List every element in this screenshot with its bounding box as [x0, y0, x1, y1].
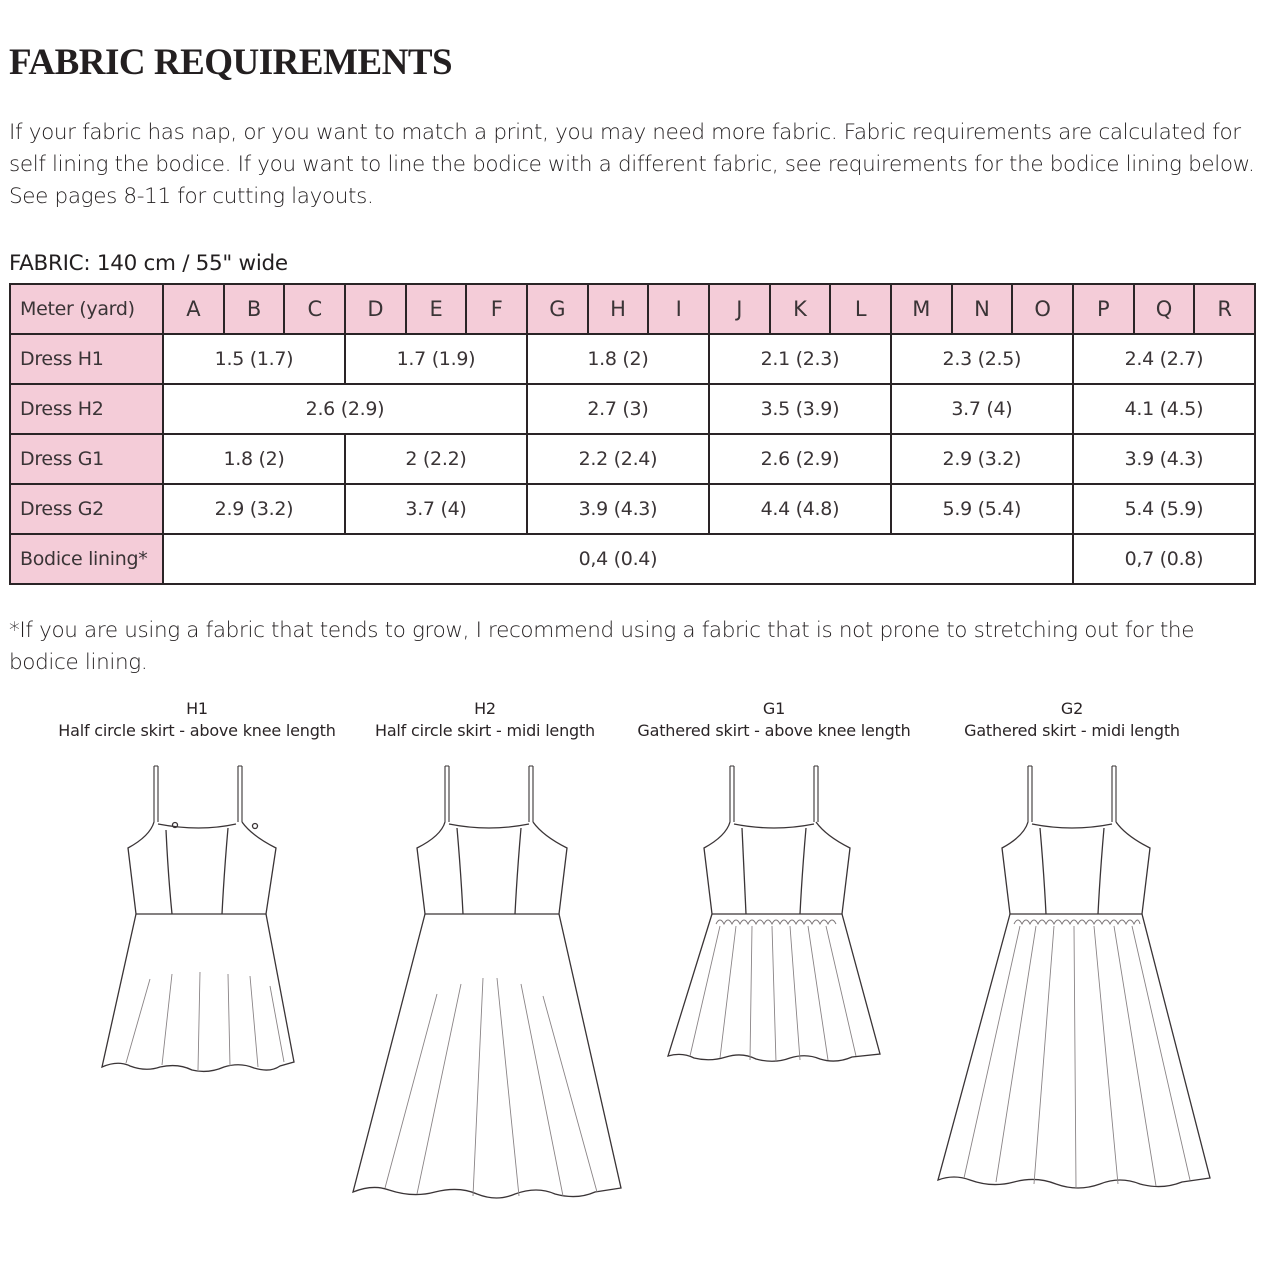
size-header: E [406, 284, 467, 334]
table-cell: 2.9 (3.2) [891, 434, 1073, 484]
table-cell: 3.7 (4) [891, 384, 1073, 434]
table-row [10, 334, 1255, 384]
size-header: H [588, 284, 649, 334]
table-row [10, 534, 1255, 584]
view-code: G2 [1060, 699, 1084, 718]
table-cell: 1.7 (1.9) [345, 334, 527, 384]
fabric-width-label: FABRIC: 140 cm / 55" wide [9, 251, 288, 276]
table-cell: 2.4 (2.7) [1073, 334, 1255, 384]
fabric-requirements-table [9, 283, 1256, 585]
size-header: L [830, 284, 891, 334]
row-label: Bodice lining* [10, 534, 163, 584]
size-header: C [284, 284, 345, 334]
size-header: G [527, 284, 588, 334]
size-header: A [163, 284, 224, 334]
table-cell: 3.5 (3.9) [709, 384, 891, 434]
table-cell: 4.4 (4.8) [709, 484, 891, 534]
view-caption-g1 [632, 698, 916, 742]
view-description: Half circle skirt - midi length [374, 721, 595, 740]
size-header-row [10, 284, 1255, 334]
bodice-lining-footnote: *If you are using a fabric that tends to grow, I recommend using a fabric that is not prone to stretching out for the bodice lining. [9, 618, 1195, 675]
table-cell: 0,7 (0.8) [1073, 534, 1255, 584]
view-code: G1 [762, 699, 786, 718]
row-label: Dress G1 [10, 434, 163, 484]
dress-h1-illustration [100, 764, 300, 1074]
table-cell: 2.6 (2.9) [163, 384, 527, 434]
table-cell: 2.7 (3) [527, 384, 709, 434]
table-cell: 2 (2.2) [345, 434, 527, 484]
size-header: K [770, 284, 831, 334]
size-header: O [1012, 284, 1073, 334]
table-cell: 2.9 (3.2) [163, 484, 345, 534]
table-cell: 2.2 (2.4) [527, 434, 709, 484]
table-cell: 3.9 (4.3) [1073, 434, 1255, 484]
table-row [10, 484, 1255, 534]
view-description: Gathered skirt - above knee length [637, 721, 911, 740]
view-caption-h1 [57, 698, 337, 742]
dress-g1-illustration [660, 764, 890, 1064]
unit-header-cell: Meter (yard) [10, 284, 163, 334]
table-cell: 1.8 (2) [527, 334, 709, 384]
table-row [10, 434, 1255, 484]
table-row [10, 384, 1255, 434]
size-header: N [952, 284, 1013, 334]
table-cell: 1.5 (1.7) [163, 334, 345, 384]
table-cell: 5.9 (5.4) [891, 484, 1073, 534]
table-cell: 0,4 (0.4) [163, 534, 1073, 584]
table-cell: 2.6 (2.9) [709, 434, 891, 484]
view-code: H1 [186, 699, 208, 718]
size-header: P [1073, 284, 1134, 334]
intro-paragraph: If your fabric has nap, or you want to match a print, you may need more fabric. Fabric requirements are calculated for self lining the bodice. If you want to line the bodice with a different fabric, see requirements for the bodice lining below. See pages 8-11 for cutting layouts. [9, 120, 1255, 209]
row-label: Dress H1 [10, 334, 163, 384]
table-cell: 5.4 (5.9) [1073, 484, 1255, 534]
view-caption-g2 [960, 698, 1184, 742]
view-code: H2 [474, 699, 496, 718]
size-header: R [1194, 284, 1255, 334]
table-cell: 3.9 (4.3) [527, 484, 709, 534]
size-header: Q [1134, 284, 1195, 334]
size-header: I [648, 284, 709, 334]
table-cell: 1.8 (2) [163, 434, 345, 484]
dress-g2-illustration [930, 764, 1220, 1194]
size-header: J [709, 284, 770, 334]
size-header: F [466, 284, 527, 334]
size-header: B [224, 284, 285, 334]
dress-h2-illustration [345, 764, 635, 1204]
size-header: D [345, 284, 406, 334]
table-cell: 2.3 (2.5) [891, 334, 1073, 384]
table-cell: 2.1 (2.3) [709, 334, 891, 384]
page-title: FABRIC REQUIREMENTS [9, 42, 453, 83]
row-label: Dress H2 [10, 384, 163, 434]
view-description: Gathered skirt - midi length [964, 721, 1180, 740]
view-caption-h2 [370, 698, 600, 742]
row-label: Dress G2 [10, 484, 163, 534]
table-cell: 4.1 (4.5) [1073, 384, 1255, 434]
view-description: Half circle skirt - above knee length [58, 721, 336, 740]
size-header: M [891, 284, 952, 334]
table-cell: 3.7 (4) [345, 484, 527, 534]
